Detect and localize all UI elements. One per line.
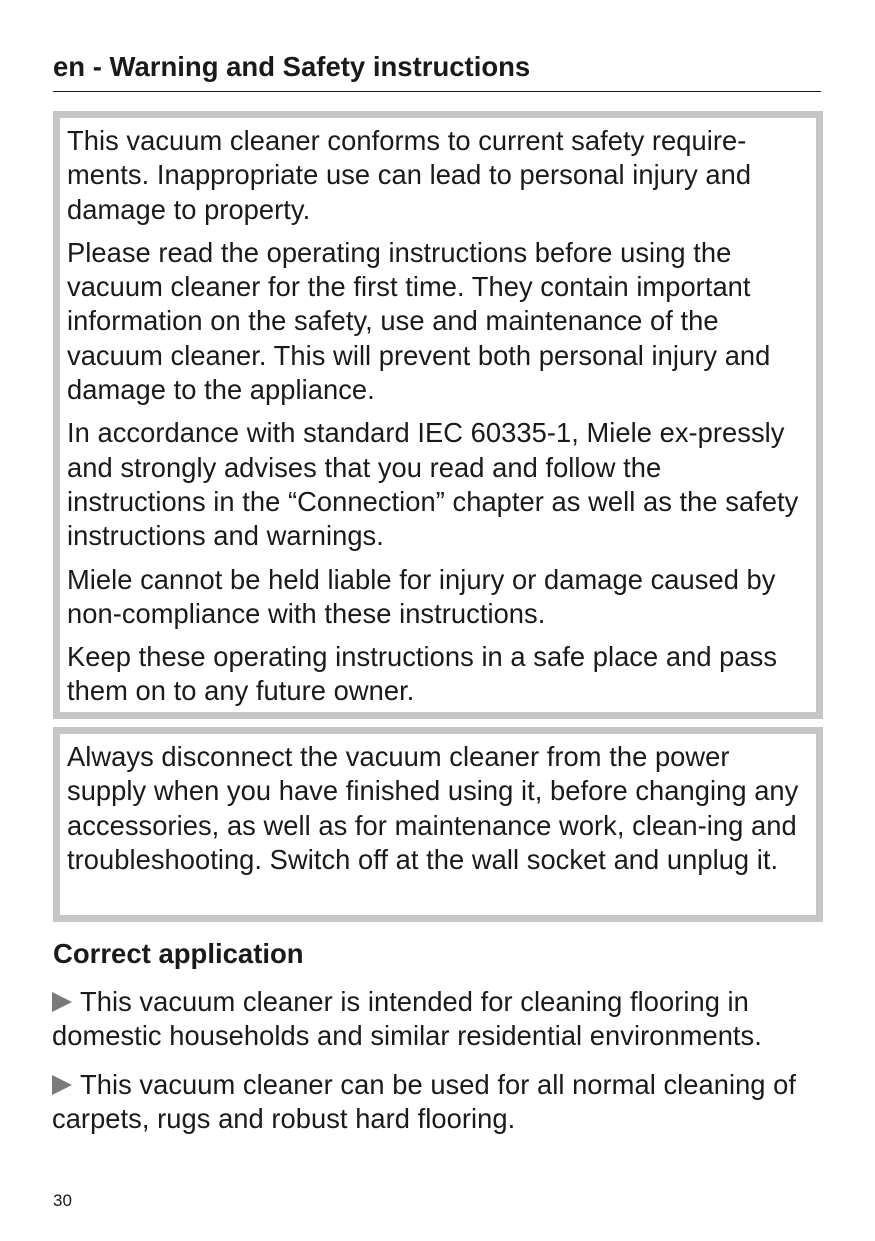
- page-header: [53, 50, 821, 92]
- section-title-correct-application: Correct application: [53, 938, 304, 969]
- notice-paragraph: In accordance with standard IEC 60335-1, Miele ex-pressly and strongly advises that you read and follow the instructions in the “Connection” chapter as well as the safety instructions and warnings.: [67, 417, 799, 552]
- page-title: en - Warning and Safety instructions: [53, 51, 531, 82]
- notice-paragraph: This vacuum cleaner conforms to current safety require-ments. Inappropriate use can lead to personal injury and damage to property.: [67, 125, 752, 225]
- notice-paragraph: Please read the operating instructions before using the vacuum cleaner for the first time. They contain important information on the safety, use and maintenance of the vacuum cleaner. This will prevent both personal injury and damage to the appliance.: [67, 236, 771, 406]
- list-item: [52, 985, 827, 1054]
- disconnect-warning-text: Always disconnect the vacuum cleaner from the power supply when you have finished using it, before changing any accessories, as well as for maintenance work, clean-ing and troubleshooting. Switch off at the wall socket and unplug it.: [67, 741, 799, 875]
- disconnect-warning-box: [53, 727, 823, 922]
- bullet-triangle-icon: [52, 992, 72, 1012]
- list-item-text: This vacuum cleaner is intended for cleaning flooring in domestic households and similar residential environments.: [52, 986, 762, 1052]
- list-item: [52, 1068, 827, 1137]
- safety-notice-box: [53, 111, 823, 719]
- notice-paragraph: Keep these operating instructions in a safe place and pass them on to any future owner.: [67, 641, 778, 707]
- page-number: 30: [53, 1191, 72, 1210]
- notice-paragraph: Miele cannot be held liable for injury or damage caused by non-compliance with these instructions.: [67, 563, 776, 629]
- list-item-text: This vacuum cleaner can be used for all normal cleaning of carpets, rugs and robust hard flooring.: [52, 1069, 797, 1135]
- bullet-triangle-icon: [52, 1075, 72, 1095]
